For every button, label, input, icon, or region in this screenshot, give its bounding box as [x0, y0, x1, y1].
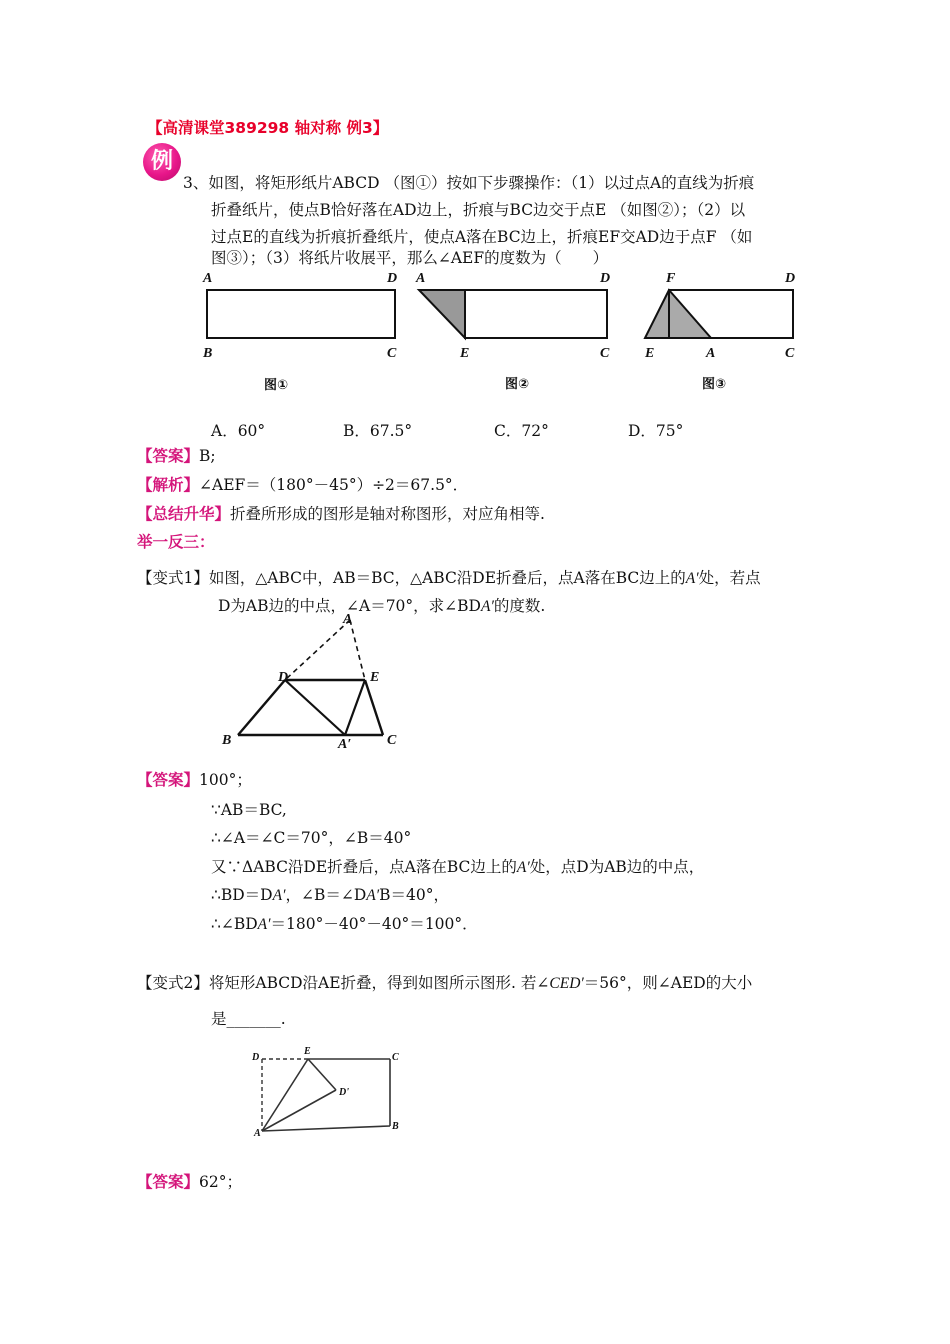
variant1-label: 【变式1】	[137, 569, 209, 587]
option-c: C．72°	[494, 422, 549, 440]
fig3-folded-triangle	[645, 290, 711, 338]
variant1-text-1b: 处，若点	[698, 569, 761, 587]
variant2-answer-row	[137, 1172, 242, 1192]
v2-label-c: C	[392, 1052, 399, 1063]
option-a: A．60°	[211, 422, 266, 440]
v1-label-c: C	[387, 733, 397, 748]
side-bd	[238, 680, 285, 735]
variant1-line-1	[137, 568, 761, 589]
segment-da	[285, 680, 345, 735]
problem-line-4: 图③）；（3）将纸片收展平，那么∠AEF的度数为（ ）	[211, 249, 609, 267]
v1-label-aprime: A′	[338, 737, 352, 752]
v1-label-a: A	[343, 612, 353, 627]
answer-value: B;	[199, 447, 216, 465]
summary-label: 【总结升华】	[137, 505, 231, 523]
example-badge: 例	[143, 143, 181, 181]
problem-line-2: 折叠纸片，使点B恰好落在AD边上，折痕与BC边交于点E （如图②）；（2）以	[211, 201, 746, 219]
side-ab	[262, 1126, 390, 1131]
fig3-label-e: E	[645, 346, 655, 361]
v2-label-b: B	[392, 1121, 399, 1132]
variant1-answer-row	[137, 770, 252, 790]
variant2-rectangle-figure	[250, 1045, 410, 1145]
step-4a: ∴BD＝D	[211, 886, 273, 904]
answer-label: 【答案】	[137, 447, 200, 465]
step-4	[211, 885, 449, 906]
variant2-answer-label: 【答案】	[137, 1173, 200, 1191]
step-5a: ∴∠BD	[211, 915, 258, 933]
variant1-aprime-2: A′	[480, 598, 494, 615]
variant2-angle: ∠CED′	[536, 975, 584, 992]
fig3-label-c: C	[785, 346, 795, 361]
v2-label-dprime: D'	[339, 1087, 349, 1098]
fold-dashed-ae	[350, 620, 365, 680]
side-ec	[365, 680, 383, 735]
fig2-caption: 图②	[505, 377, 530, 392]
fig1-label-c: C	[387, 346, 397, 361]
step-5-aprime: A′	[257, 916, 271, 933]
analysis-label: 【解析】	[137, 476, 200, 494]
step-5b: ＝180°－40°－40°＝100°．	[270, 915, 478, 933]
fig1-rectangle	[207, 290, 395, 338]
variant2-answer-value: 62°；	[199, 1173, 242, 1191]
variant1-answer-value: 100°；	[199, 771, 252, 789]
problem-line-3: 过点E的直线为折痕折叠纸片，使点A落在BC边上，折痕EF交AD边于点F （如	[211, 228, 753, 246]
v2-label-d: D	[252, 1052, 260, 1063]
fig3-label-a: A	[706, 346, 716, 361]
v1-label-e: E	[370, 670, 380, 685]
fold-dashed-ad	[285, 620, 350, 680]
analysis-text: ∠AEF＝（180°－45°）÷2＝67.5°．	[199, 476, 469, 494]
practice-heading: 举一反三：	[137, 533, 215, 551]
step-1: ∵AB＝BC,	[211, 801, 287, 819]
variant1-text-2b: 的度数.	[493, 597, 546, 615]
option-b: B．67.5°	[343, 422, 413, 440]
fig3-label-f: F	[666, 271, 676, 286]
analysis-row	[137, 475, 468, 495]
fig2-label-e: E	[460, 346, 470, 361]
summary-text: 折叠所形成的图形是轴对称图形，对应角相等.	[230, 505, 545, 523]
answer-row	[137, 446, 216, 466]
variant2-text-1a: 将矩形ABCD沿AE折叠，得到如图所示图形. 若	[208, 974, 537, 992]
step-3b: 处，点D为AB边的中点，	[529, 858, 705, 876]
summary-row	[137, 504, 545, 524]
v1-label-d: D	[278, 670, 289, 685]
step-4b: ，∠B＝∠D	[285, 886, 367, 904]
step-3a: 又∵ΔABC沿DE折叠后，点A落在BC边上的	[211, 858, 517, 876]
step-4c: B＝40°，	[379, 886, 449, 904]
step-4-aprime-2: A′	[366, 887, 380, 904]
variant1-text-2a: D为AB边的中点，∠A＝70°，求∠BD	[218, 597, 481, 615]
step-3	[211, 857, 704, 878]
fig2-label-a: A	[416, 271, 426, 286]
fig1-label-a: A	[203, 271, 213, 286]
step-4-aprime-1: A′	[272, 887, 286, 904]
variant2-label: 【变式2】	[137, 974, 209, 992]
fig1-label-b: B	[203, 346, 213, 361]
fold-ae	[262, 1059, 308, 1131]
fig1-label-d: D	[387, 271, 398, 286]
variant1-answer-label: 【答案】	[137, 771, 200, 789]
v2-label-e: E	[304, 1046, 311, 1057]
step-2: ∴∠A＝∠C＝70°，∠B＝40°	[211, 829, 412, 847]
segment-ed	[308, 1059, 336, 1090]
variant2-line-1	[137, 973, 752, 994]
v2-label-a: A	[254, 1128, 261, 1139]
fig3-caption: 图③	[702, 377, 727, 392]
variant2-text-1b: ＝56°，则∠AED的大小	[583, 974, 753, 992]
v1-label-b: B	[222, 733, 232, 748]
fig3-label-d: D	[785, 271, 796, 286]
fig2-label-c: C	[600, 346, 610, 361]
step-3-aprime: A′	[516, 859, 530, 876]
fig2-folded-triangle	[419, 290, 465, 338]
option-d: D．75°	[628, 422, 684, 440]
fig1-caption: 图①	[264, 378, 289, 393]
fig2-label-d: D	[600, 271, 611, 286]
segment-ea	[345, 680, 365, 735]
problem-line-1: 3、如图，将矩形纸片ABCD （图①）按如下步骤操作：（1）以过点A的直线为折痕	[183, 174, 755, 192]
lesson-header: 【高清课堂389298 轴对称 例3】	[147, 119, 389, 137]
variant1-aprime-1: A′	[685, 570, 699, 587]
variant2-line-2: 是_______.	[211, 1010, 286, 1028]
variant1-text-1a: 如图，△ABC中，AB＝BC，△ABC沿DE折叠后，点A落在BC边上的	[208, 569, 686, 587]
step-5	[211, 914, 478, 935]
fig2-rectangle	[465, 290, 607, 338]
segment-ad	[262, 1090, 336, 1131]
